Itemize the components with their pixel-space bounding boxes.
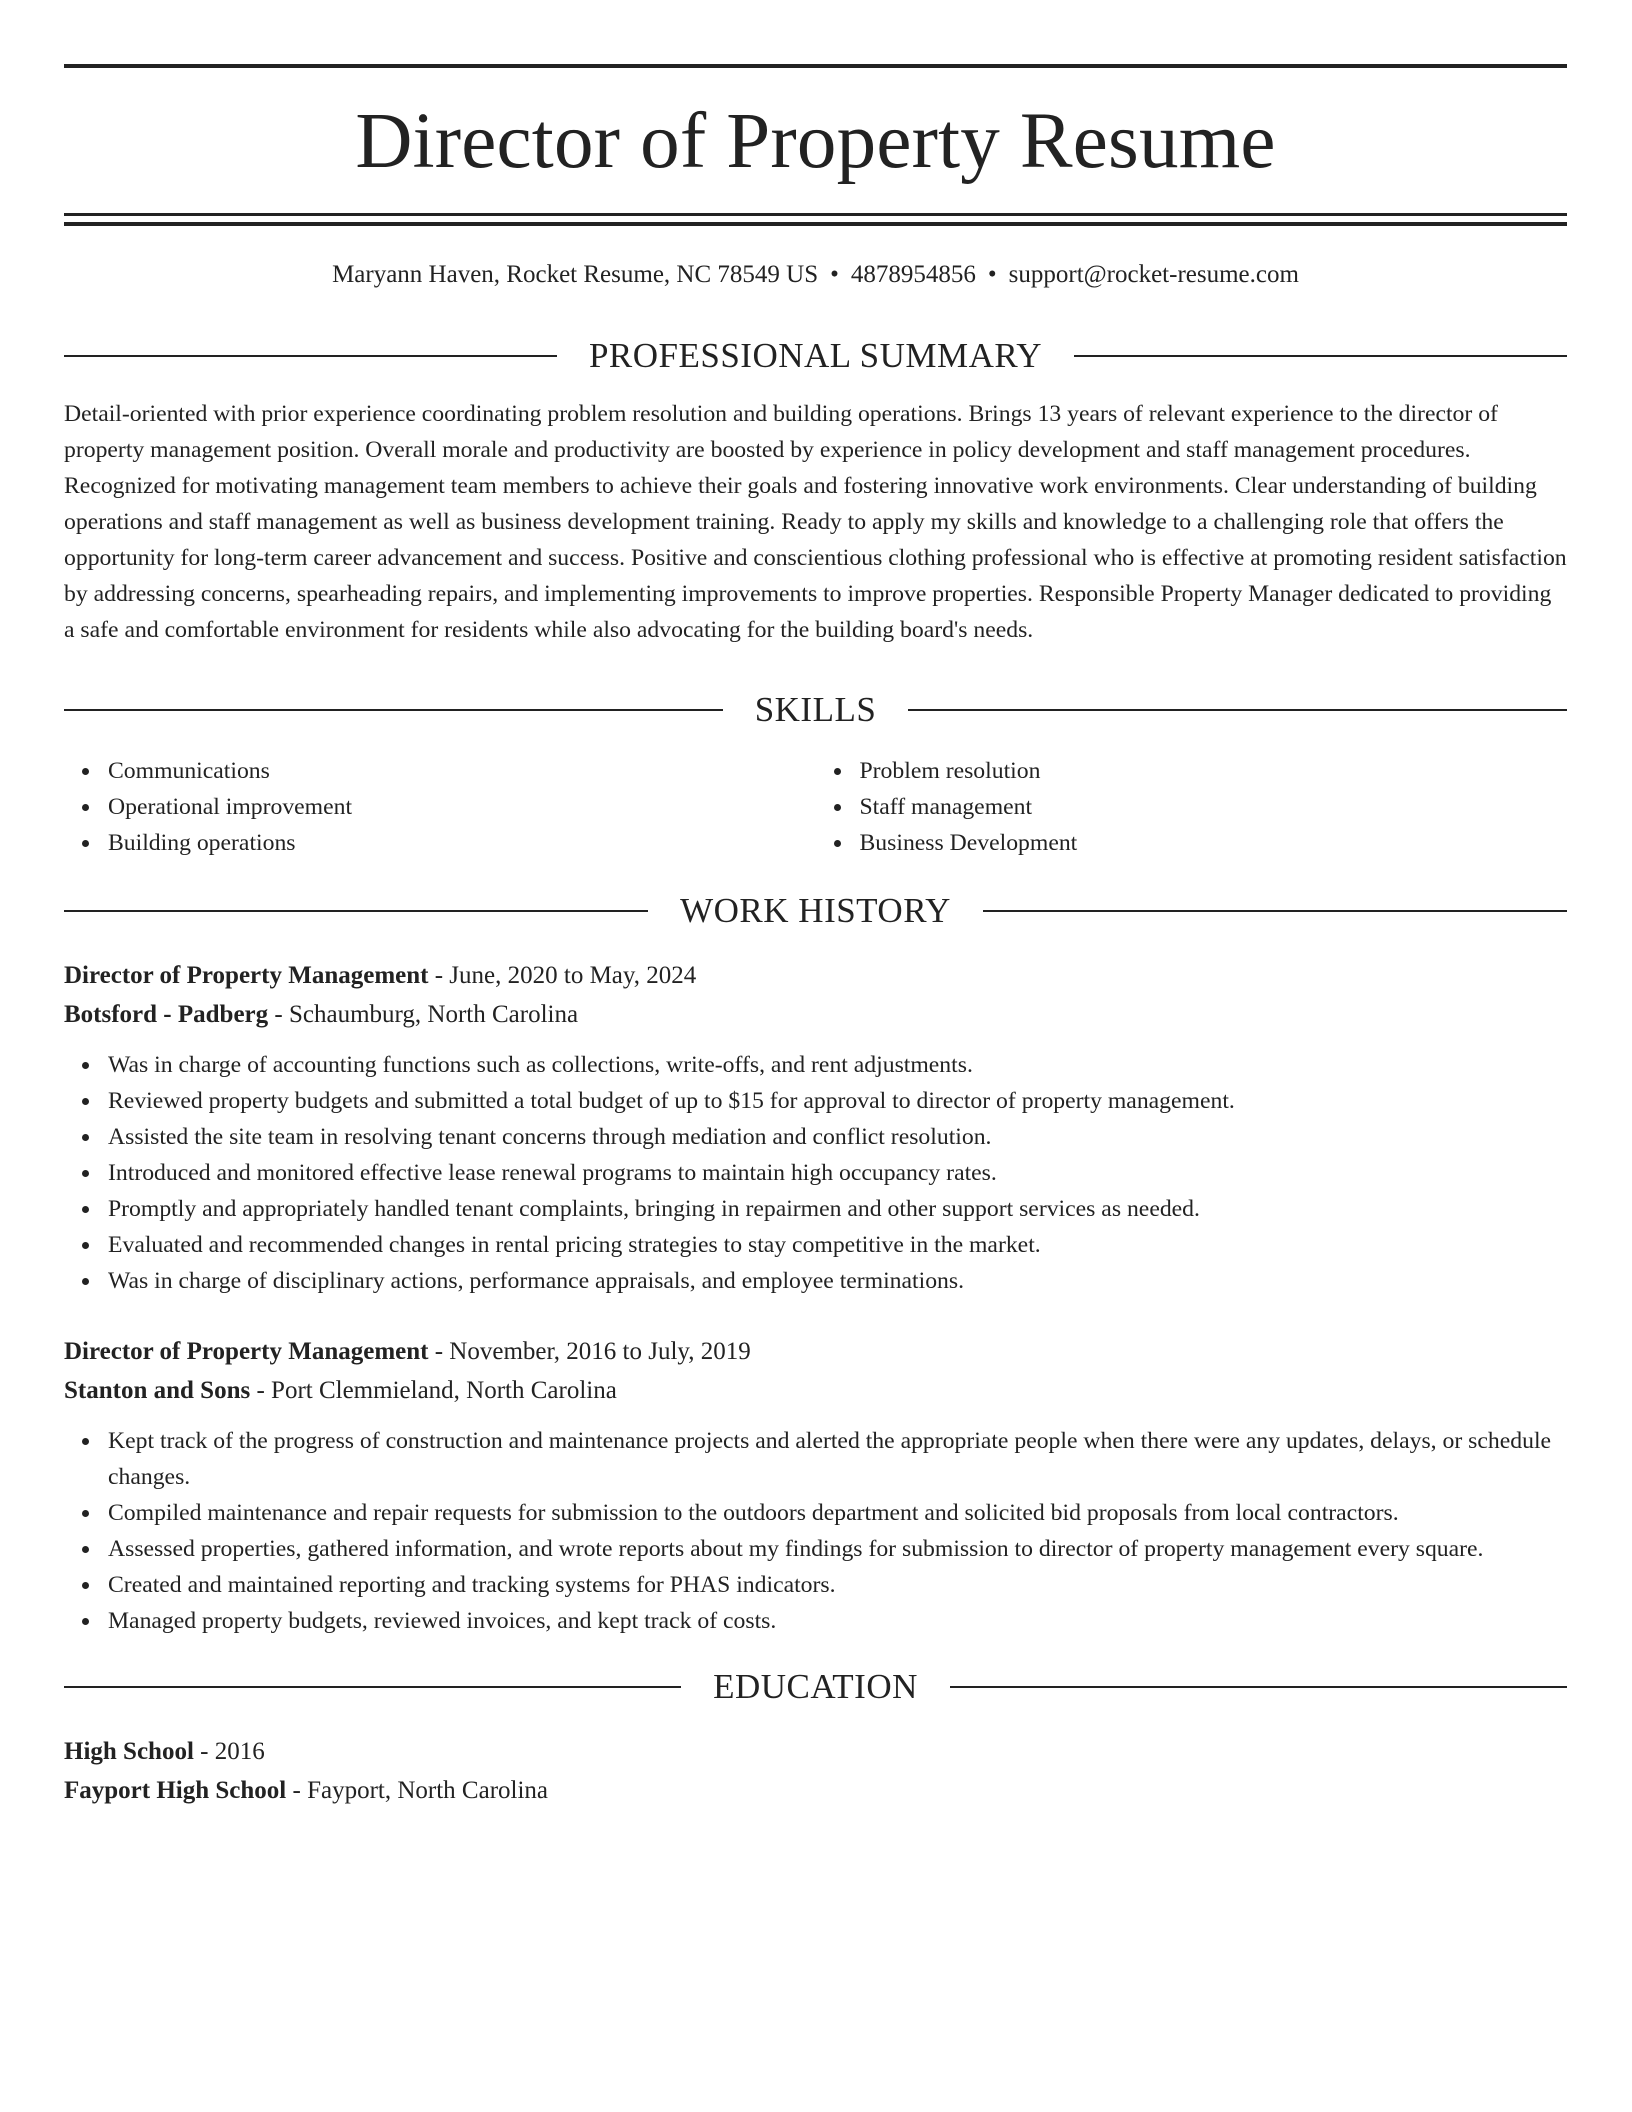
section-rule [64, 709, 723, 711]
duty-item: Was in charge of disciplinary actions, performance appraisals, and employee terminations. [108, 1263, 1567, 1299]
contact-phone: 4878954856 [850, 261, 976, 288]
section-rule [64, 1686, 681, 1688]
top-rule [64, 64, 1567, 68]
contact-line [64, 262, 1567, 287]
job-location: - Schaumburg, North Carolina [268, 1001, 579, 1028]
duty-item: Kept track of the progress of construction and maintenance projects and alerted the appropriate people when there were any updates, delays, or schedule changes. [108, 1423, 1567, 1495]
job-title: Director of Property Management [64, 962, 429, 989]
job-title: Director of Property Management [64, 1338, 429, 1365]
work-heading: WORK HISTORY [680, 891, 951, 930]
duty-item: Compiled maintenance and repair requests for submission to the outdoors department and solicited bid proposals from local contractors. [108, 1495, 1567, 1531]
section-rule [1074, 355, 1567, 357]
duty-item: Evaluated and recommended changes in rental pricing strategies to stay competitive in the market. [108, 1227, 1567, 1263]
job-title-line [64, 1332, 1567, 1371]
section-rule [64, 355, 557, 357]
summary-heading: PROFESSIONAL SUMMARY [588, 336, 1043, 375]
skill-item: Operational improvement [108, 789, 816, 825]
education-location: - Fayport, North Carolina [286, 1777, 549, 1804]
job-duties [64, 1423, 1567, 1639]
skills-section-header [64, 692, 1567, 727]
education-school-line [64, 1771, 1567, 1810]
skill-item: Staff management [860, 789, 1568, 825]
education-degree: High School [64, 1738, 194, 1765]
duty-item: Was in charge of accounting functions such as collections, write-offs, and rent adjustments. [108, 1047, 1567, 1083]
summary-text: Detail-oriented with prior experience coordinating problem resolution and building operations. Brings 13 years of relevant experience to the director of property management position. Overall morale and productivity are boosted by experience in policy development and staff management procedures. Recognized for motivating management team members to achieve their goals and fostering innovative work environments. Clear understanding of building operations and staff management as well as business development training. Ready to apply my skills and knowledge to a challenging role that offers the opportunity for long-term career advancement and success. Positive and conscientious clothing professional who is effective at promoting resident satisfaction by addressing concerns, spearheading repairs, and implementing improvements to improve properties. Responsible Property Manager dedicated to providing a safe and comfortable environment for residents while also advocating for the building board's needs. [64, 401, 1567, 643]
summary-section-header [64, 338, 1567, 373]
duty-item: Managed property budgets, reviewed invoices, and kept track of costs. [108, 1603, 1567, 1639]
job-company-line [64, 1371, 1567, 1410]
job-title-line [64, 956, 1567, 995]
section-rule [950, 1686, 1567, 1688]
duty-item: Reviewed property budgets and submitted a total budget of up to $15 for approval to director of property management. [108, 1083, 1567, 1119]
job-location: - Port Clemmieland, North Carolina [250, 1377, 617, 1404]
resume-title: Director of Property Resume [355, 98, 1276, 185]
duty-item: Created and maintained reporting and tracking systems for PHAS indicators. [108, 1567, 1567, 1603]
education-degree-line [64, 1732, 1567, 1771]
skills-heading: SKILLS [754, 690, 877, 729]
job-dates: - June, 2020 to May, 2024 [428, 962, 697, 989]
duty-item: Promptly and appropriately handled tenant complaints, bringing in repairmen and other support services as needed. [108, 1191, 1567, 1227]
education-heading: EDUCATION [713, 1667, 918, 1706]
contact-separator: • [830, 261, 839, 288]
duty-item: Introduced and monitored effective lease renewal programs to maintain high occupancy rates. [108, 1155, 1567, 1191]
duty-item: Assessed properties, gathered information, and wrote reports about my findings for submission to director of property management every square. [108, 1531, 1567, 1567]
job-duties [64, 1047, 1567, 1299]
contact-address: Maryann Haven, Rocket Resume, NC 78549 US [332, 261, 819, 288]
education-school: Fayport High School [64, 1777, 287, 1804]
duty-item: Assisted the site team in resolving tenant concerns through mediation and conflict resolution. [108, 1119, 1567, 1155]
contact-separator: • [987, 261, 997, 288]
education-entry [64, 1732, 1567, 1810]
section-rule [64, 910, 648, 912]
job-entry [64, 956, 1567, 1299]
skills-column-left [64, 753, 816, 861]
resume-page [64, 64, 1567, 1810]
job-company-line [64, 995, 1567, 1034]
skill-item: Building operations [108, 825, 816, 861]
skills-list [64, 753, 1567, 861]
section-rule [908, 709, 1567, 711]
job-company: Botsford - Padberg [64, 1001, 269, 1028]
work-section-header [64, 893, 1567, 928]
title-double-rule [64, 213, 1567, 226]
job-dates: - November, 2016 to July, 2019 [428, 1338, 751, 1365]
job-company: Stanton and Sons [64, 1377, 251, 1404]
skill-item: Business Development [860, 825, 1568, 861]
section-rule [983, 910, 1567, 912]
skill-item: Communications [108, 753, 816, 789]
education-section-header [64, 1669, 1567, 1704]
job-entry [64, 1332, 1567, 1639]
skills-column-right [816, 753, 1568, 861]
skill-item: Problem resolution [860, 753, 1568, 789]
contact-email: support@rocket-resume.com [1008, 261, 1299, 288]
education-year: - 2016 [193, 1738, 265, 1765]
